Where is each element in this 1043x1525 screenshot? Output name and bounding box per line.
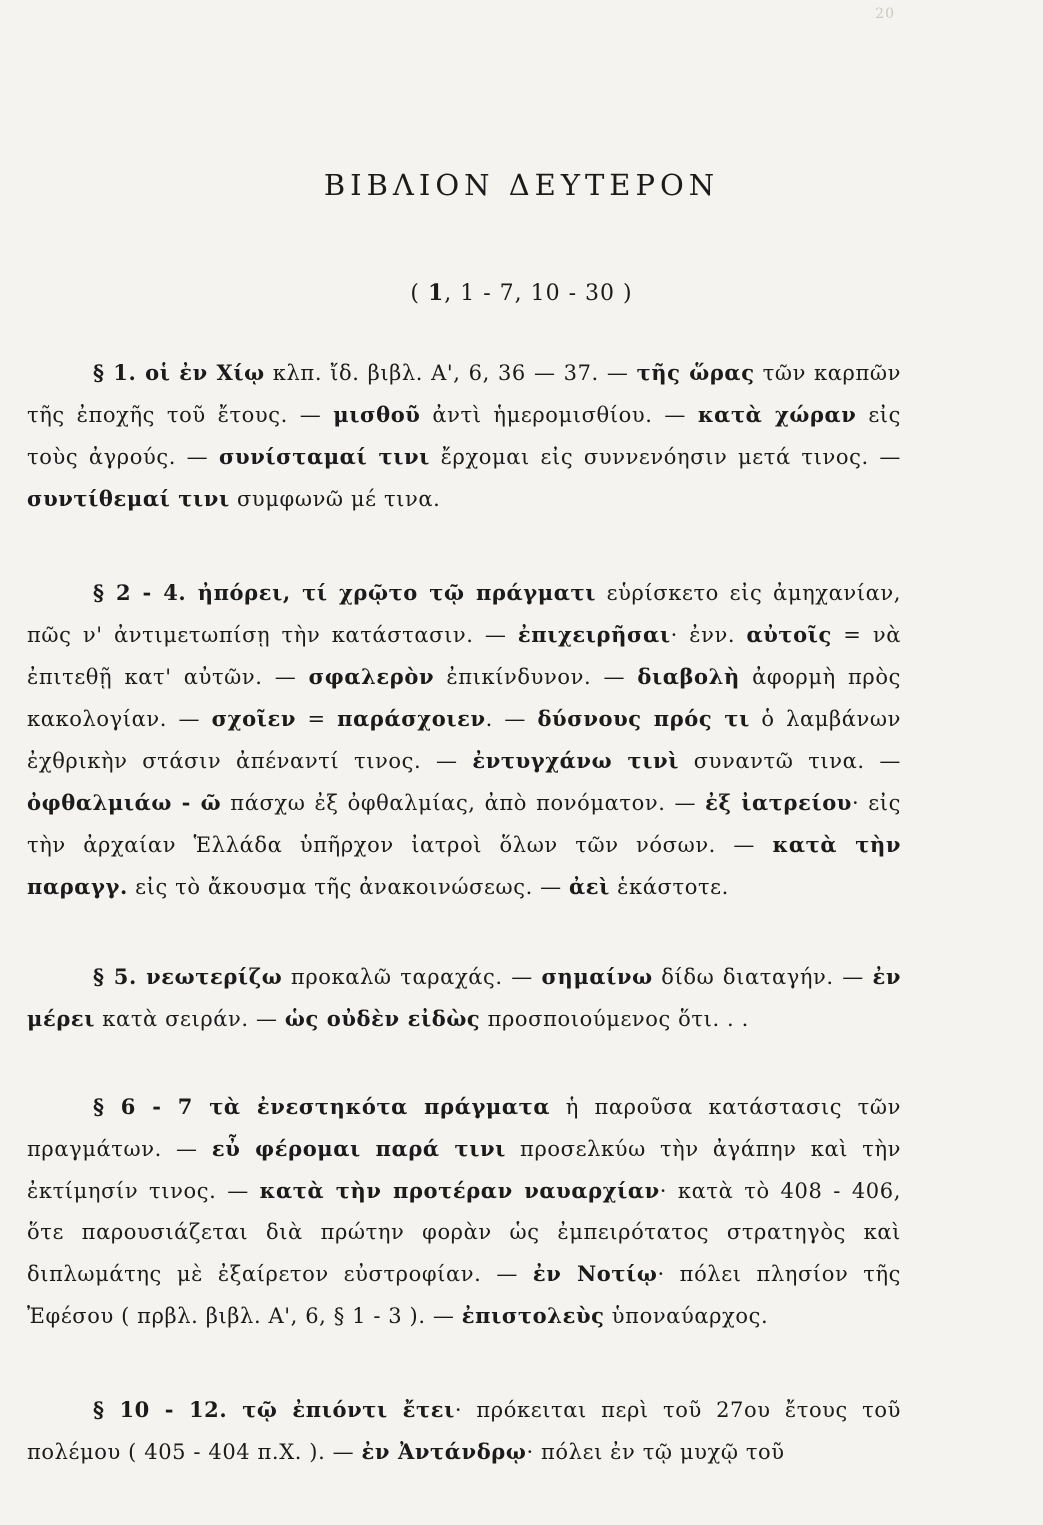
gloss-text: ἐπικίνδυνον. — bbox=[434, 665, 638, 689]
lemma-term: κατὰ τὴν προτέραν ναυαρχίαν bbox=[259, 1178, 660, 1203]
lemma-term: σφαλερὸν bbox=[308, 664, 435, 689]
gloss-text: · πόλει πλησίον τῆς Ἐφέσου ( πρβλ. βιβλ. Α', 6, § 1 - 3 ). — bbox=[27, 1262, 902, 1328]
lemma-term: ἐν Ἀντάνδρῳ bbox=[361, 1439, 527, 1464]
gloss-text: ἑκάστοτε. bbox=[609, 875, 729, 899]
lemma-term: παράσχοιεν bbox=[337, 706, 486, 731]
paragraph-section-1 bbox=[27, 352, 901, 520]
lemma-term: ἐν Νοτίῳ bbox=[532, 1261, 658, 1286]
lemma-term: οἱ ἐν Χίῳ bbox=[145, 360, 265, 385]
lemma-term: τὰ ἐνεστηκότα πράγματα bbox=[209, 1094, 551, 1119]
gloss-text: ἀφορμὴ πρὸς κακολογίαν. — bbox=[27, 665, 901, 731]
gloss-text: προκαλῶ ταραχάς. — bbox=[282, 965, 542, 989]
book-reference: ( 1, 1 - 7, 10 - 30 ) bbox=[410, 280, 633, 306]
lemma-term: τῆς ὥρας bbox=[636, 360, 755, 385]
paragraph-section-10-12 bbox=[27, 1389, 901, 1473]
gloss-text: προσποιούμενος ὅτι. . . bbox=[480, 1007, 749, 1031]
gloss-text: κλπ. ἴδ. βιβλ. Α', 6, 36 — 37. — bbox=[264, 361, 637, 385]
gloss-text: προσελκύω τὴν ἀγάπην καὶ τὴν ἐκτίμησίν τινος. — bbox=[27, 1137, 901, 1203]
lemma-term: ἐντυγχάνω τινὶ bbox=[472, 748, 679, 773]
gloss-text: ὁ λαμβάνων ἐχθρικὴν στάσιν ἀπέναντί τινος. — bbox=[27, 707, 901, 773]
lemma-term: εὖ φέρομαι παρά τινι bbox=[211, 1136, 506, 1161]
lemma-term: § 1. bbox=[93, 360, 146, 385]
lemma-term: ὡς οὐδὲν εἰδὼς bbox=[284, 1006, 481, 1031]
lemma-term: συνίσταμαί τινι bbox=[218, 444, 430, 469]
lemma-term: κατὰ χώραν bbox=[697, 402, 857, 427]
gloss-text: · εἰς τὴν ἀρχαίαν Ἑλλάδα ὑπῆρχον ἰατροὶ ὅλων τῶν νόσων. — bbox=[27, 791, 901, 857]
gloss-text: συμφωνῶ μέ τινα. bbox=[229, 487, 441, 511]
gloss-text: εἰς τὸ ἄκουσμα τῆς ἀνακοινώσεως. — bbox=[127, 875, 570, 899]
book-number: 1 bbox=[427, 280, 445, 306]
lemma-term: ἐν μέρει bbox=[27, 964, 902, 1031]
gloss-text: εὑρίσκετο εἰς ἀμηχανίαν, πῶς ν' ἀντιμετωπίσῃ τὴν κατάστασιν. — bbox=[27, 581, 901, 647]
gloss-text: κατὰ σειράν. — bbox=[95, 1007, 285, 1031]
paragraph-section-6-7 bbox=[27, 1086, 901, 1337]
lemma-term: § 5. bbox=[93, 964, 147, 989]
gloss-text: συναντῶ τινα. — bbox=[678, 749, 902, 773]
lemma-term: κατὰ τὴν παραγγ. bbox=[27, 832, 901, 899]
gloss-text: εἰς τοὺς ἀγρούς. — bbox=[27, 403, 901, 469]
lemma-term: § 10 - 12. bbox=[93, 1397, 243, 1422]
gloss-text: ἔρχομαι εἰς συννενόησιν μετά τινος. — bbox=[429, 445, 901, 469]
lemma-term: σημαίνω bbox=[541, 964, 653, 989]
lemma-term: δύσνους πρός τι bbox=[537, 706, 750, 731]
gloss-text: . — bbox=[485, 707, 538, 731]
lemma-term: μισθοῦ bbox=[333, 402, 421, 427]
lemma-term: ἐξ ἰατρείου bbox=[705, 790, 852, 815]
gloss-text: ὑποναύαρχος. bbox=[604, 1304, 769, 1328]
page-number: 20 bbox=[875, 6, 895, 22]
chapter-range: , 1 - 7, 10 - 30 bbox=[444, 281, 616, 306]
lemma-term: διαβολὴ bbox=[637, 664, 740, 689]
gloss-text: = νὰ ἐπιτεθῇ κατ' αὐτῶν. — bbox=[27, 623, 902, 689]
lemma-term: σχοῖεν bbox=[211, 706, 296, 731]
gloss-text: · πρόκειται περὶ τοῦ 27ου ἔτους τοῦ πολέμου ( 405 - 404 π.Χ. ). — bbox=[27, 1398, 901, 1464]
paragraph-section-2-4 bbox=[27, 572, 901, 908]
gloss-text: ἀντὶ ἡμερομισθίου. — bbox=[420, 403, 698, 427]
commentary-body bbox=[27, 352, 901, 1525]
gloss-text: δίδω διαταγήν. — bbox=[652, 965, 873, 989]
gloss-text: = bbox=[296, 707, 338, 731]
lemma-term: ἐπιστολεὺς bbox=[461, 1303, 605, 1328]
lemma-term: τῷ ἐπιόντι ἔτει bbox=[242, 1397, 455, 1422]
gloss-text: τῶν καρπῶν τῆς ἐποχῆς τοῦ ἔτους. — bbox=[27, 361, 901, 427]
gloss-text: · ἐνν. bbox=[670, 623, 747, 647]
lemma-term: αὐτοῖς bbox=[746, 622, 832, 647]
gloss-text: ἡ παροῦσα κατάστασις τῶν πραγμάτων. — bbox=[27, 1095, 901, 1161]
lemma-term: ἀεὶ bbox=[569, 874, 610, 899]
lemma-term: ἠπόρει, τί χρῷτο τῷ πράγματι bbox=[197, 580, 596, 605]
gloss-text: πάσχω ἐξ ὀφθαλμίας, ἀπὸ πονόματον. — bbox=[221, 791, 706, 815]
lemma-term: νεωτερίζω bbox=[146, 964, 283, 989]
lemma-term: § 2 - 4. bbox=[93, 580, 198, 605]
gloss-text: · πόλει ἐν τῷ μυχῷ τοῦ bbox=[526, 1440, 785, 1464]
lemma-term: § 6 - 7 bbox=[93, 1094, 210, 1119]
lemma-term: συντίθεμαί τινι bbox=[27, 486, 230, 511]
page-title: ΒΙΒΛΙΟΝ ΔΕΥΤΕΡΟΝ bbox=[323, 168, 720, 202]
gloss-text: · κατὰ τὸ 408 - 406, ὅτε παρουσιάζεται διὰ πρώτην φορὰν ὡς ἐμπειρότατος στρατηγὸς καὶ διπλωμάτης μὲ ἐξαίρετον εὐστροφίαν. — bbox=[27, 1179, 901, 1286]
lemma-term: ὀφθαλμιάω - ῶ bbox=[27, 790, 222, 815]
paragraph-section-5 bbox=[27, 956, 901, 1040]
lemma-term: ἐπιχειρῆσαι bbox=[517, 622, 671, 647]
